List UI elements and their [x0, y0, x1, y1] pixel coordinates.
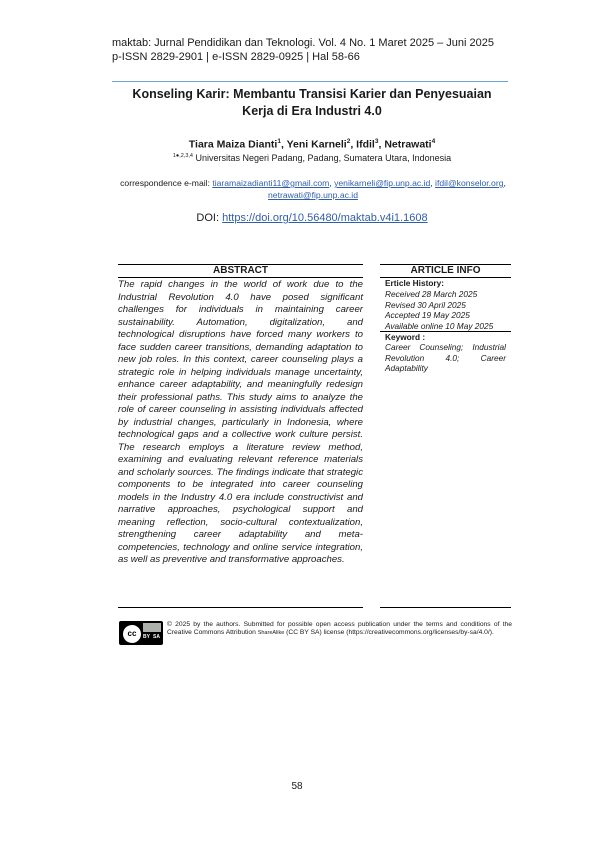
keyword-label: Keyword :	[385, 332, 426, 342]
cc-by-sa-badge-icon[interactable]	[119, 621, 163, 645]
email-link[interactable]: ifdil@konselor.org	[435, 178, 504, 188]
keywords: Career Counseling; Industrial Revolution 4.0; Career Adaptability	[385, 342, 506, 374]
author-sup: 2	[346, 138, 351, 145]
affiliation-text: Universitas Negeri Padang, Padang, Sumatera Utara, Indonesia	[195, 153, 452, 163]
author-name: Ifdil	[356, 138, 375, 151]
online-date: Available online 10 May 2025	[385, 320, 494, 331]
correspondence: correspondence e-mail: tiaramaizadianti11@gmail.com, yenikarneli@fip.unp.ac.id, ifdil@konselor.org, netrawati@fip.unp.ac.id	[120, 178, 506, 200]
journal-citation: maktab: Jurnal Pendidikan dan Teknologi. Vol. 4 No. 1 Maret 2025 – Juni 2025	[112, 37, 494, 49]
title-line-1: Konseling Karir: Membantu Transisi Karier dan Penyesuaian	[132, 87, 492, 101]
license-part-2: (CC BY SA) license (https://creativecommons.org/licenses/by-sa/4.0/).	[286, 629, 494, 637]
received-date: Received 28 March 2025	[385, 289, 478, 299]
journal-issn: p-ISSN 2829-2901 | e-ISSN 2829-0925 | Hal 58-66	[112, 51, 360, 63]
doi-label: DOI:	[196, 212, 220, 224]
author-sup: 4	[431, 138, 436, 145]
cc-icon: cc	[122, 624, 142, 644]
abstract-bottom-rule	[118, 607, 363, 608]
article-info-heading: ARTICLE INFO	[380, 264, 511, 278]
license-part-1: © 2025 by the authors. Submitted for possible open access publication under the terms and conditions of the Creative Commons Attribution	[167, 621, 512, 637]
author-list: Tiara Maiza Dianti$^1$, Yeni Karneli$^2$, Ifdil$^3$, Netrawati$^4$	[188, 138, 436, 151]
correspondence-label: correspondence e-mail:	[120, 178, 210, 188]
by-label: BY	[143, 634, 150, 640]
author-name: Yeni Karneli	[286, 138, 347, 151]
info-bottom-rule	[380, 607, 511, 608]
accepted-date: Accepted 19 May 2025	[385, 310, 470, 321]
doi-link[interactable]: https://doi.org/10.56480/maktab.v4i1.1608	[222, 212, 428, 224]
author-sup: 1	[277, 138, 281, 145]
journal-header	[112, 36, 532, 64]
email-link[interactable]: netrawati@fip.unp.ac.id	[268, 190, 358, 200]
title-line-2: Kerja di Era Industri 4.0	[242, 104, 382, 118]
article-history	[385, 289, 511, 331]
affiliation-sup: 1●,2,3,4	[172, 153, 193, 159]
revised-date: Revised 30 April 2025	[385, 299, 466, 310]
page-number: 58	[291, 781, 303, 792]
license-text	[167, 621, 512, 638]
email-link[interactable]: yenikarneli@fip.unp.ac.id	[334, 178, 431, 188]
header-rule	[112, 81, 508, 82]
author-name: Netrawati	[384, 138, 432, 151]
license-sharealike: ShareAlike	[257, 630, 285, 637]
author-name: Tiara Maiza Dianti	[188, 138, 278, 151]
affiliation	[112, 153, 512, 163]
abstract-heading: ABSTRACT	[118, 264, 363, 278]
sa-label: SA	[153, 634, 160, 640]
abstract-text: The rapid changes in the world of work due to the Industrial Revolution 4.0 have posed significant challenges for individuals in maintaining career sustainability. Automation, digitalization, and technological disruptions have forced many workers to face sudden career transitions, demanding adaptation to new job roles. In this context, career counseling plays a strategic role in helping individuals manage uncertainty, enhance career adaptability, and meaningfully redesign their professional paths. This study aims to analyze the role of career counseling in assisting individuals affected by industrial changes, particularly in Indonesia, where technological gaps and a collective work culture persist. The research employs a literature review method, examining and evaluating relevant reference materials and scholarly sources. The findings indicate that strategic components to be integrated into career counseling models in the Industry 4.0 era include constructivist and narrative approaches, psychological support and meaning reflection, socio-cultural contextualization, strengthening career adaptability and meta-competencies, technology and online service integration, as well as preventive and transformative approaches.	[118, 279, 363, 565]
paper-title	[112, 86, 512, 120]
author-sup: 3	[374, 138, 379, 145]
email-link[interactable]: tiaramaizadianti11@gmail.com	[212, 178, 330, 188]
doi-line	[112, 212, 512, 224]
cc-badge-band	[143, 623, 161, 632]
article-history-label: Erticle History:	[385, 278, 445, 288]
